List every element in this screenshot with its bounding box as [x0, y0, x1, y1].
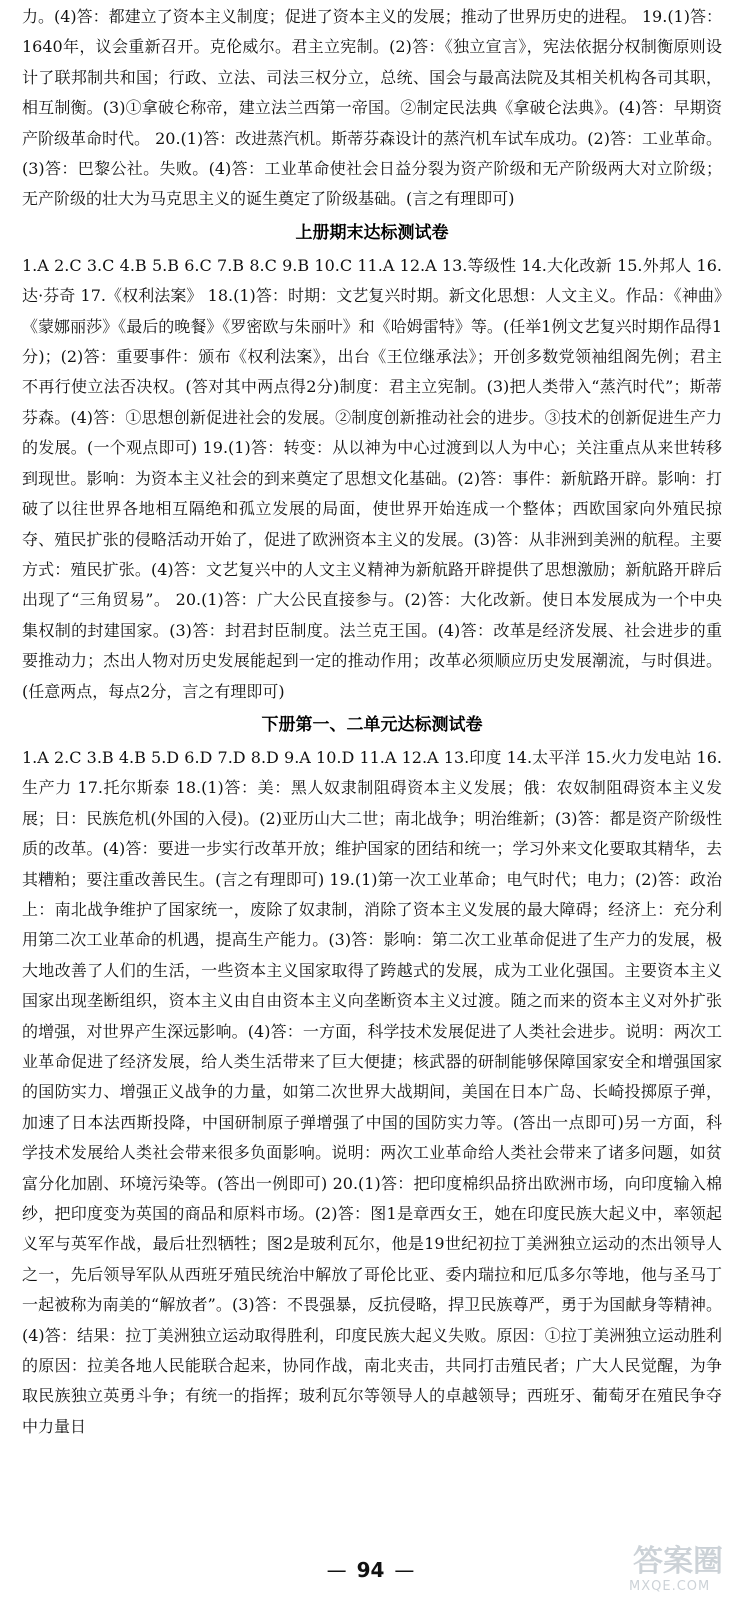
watermark-url: MXQE.COM: [629, 1579, 711, 1594]
page-number-dash-right: —: [394, 1558, 415, 1582]
page-number-dash-left: —: [326, 1558, 347, 1582]
section-title-final-exam: 上册期末达标测试卷: [295, 222, 449, 243]
answer-page: [22, 2, 722, 1442]
answer-block-3: 1.A 2.C 3.B 4.B 5.D 6.D 7.D 8.D 9.A 10.D 11.A 12.A 13.印度 14.太平洋 15.火力发电站 16.生产力 17.托尔斯泰 18.(1)答：美：黑人奴隶制阻碍资本主义发展；俄：农奴制阻碍资本主义发展；日：民族危机(外国的入侵)。(2)亚历山大二世；南北战争；明治维新；(3)答：都是资产阶级性质的改革。(4)答：要进一步实行改革开放；维护国家的团结和统一；学习外来文化要取其精华，去其糟粕；要注重改善民生。(言之有理即可) 19.(1)第一次工业革命；电气时代；电力；(2)答：政治上：南北战争维护了国家统一，废除了奴隶制，消除了资本主义发展的最大障碍；经济上：充分利用第二次工业革命的机遇，提高生产能力。(3)答：影响：第二次工业革命促进了生产力的发展，极大地改善了人们的生活，一些资本主义国家取得了跨越式的发展，成为工业化强国。主要资本主义国家出现垄断组织，资本主义由自由资本主义向垄断资本主义过渡。随之而来的资本主义对外扩张的增强，对世界产生深远影响。(4)答：一方面，科学技术发展促进了人类社会进步。说明：两次工业革命促进了经济发展，给人类生活带来了巨大便捷；核武器的研制能够保障国家安全和增强国家的国防实力、增强正义战争的力量，如第二次世界大战期间，美国在日本广岛、长崎投掷原子弹，加速了日本法西斯投降，中国研制原子弹增强了中国的国防实力等。(答出一点即可)另一方面，科学技术发展给人类社会带来很多负面影响。说明：两次工业革命给人类社会带来了诸多问题，如贫富分化加剧、环境污染等。(答出一例即可) 20.(1)答：把印度棉织品挤出欧洲市场，向印度输入棉纱，把印度变为英国的商品和原料市场。(2)答：图1是章西女王，她在印度民族大起义中，率领起义军与英军作战，最后壮烈牺牲；图2是玻利瓦尔，他是19世纪初拉丁美洲独立运动的杰出领导人之一，先后领导军队从西班牙殖民统治中解放了哥伦比亚、委内瑞拉和厄瓜多尔等地，他与圣马丁一起被称为南美的“解放者”。(3)答：不畏强暴，反抗侵略，捍卫民族尊严，勇于为国献身等精神。(4)答：结果：拉丁美洲独立运动取得胜利，印度民族大起义失败。原因：①拉丁美洲独立运动胜利的原因：拉美各地人民能联合起来，协同作战，南北夹击，共同打击殖民者；广大人民觉醒，为争取民族独立英勇斗争；有统一的指挥；玻利瓦尔等领导人的卓越领导；西班牙、葡萄牙在殖民争夺中力量日: [22, 747, 722, 1436]
answer-block-1: 力。(4)答：都建立了资本主义制度；促进了资本主义的发展；推动了世界历史的进程。 19.(1)答：1640年，议会重新召开。克伦威尔。君主立宪制。(2)答：《独立宣言》，宪法依据分权制衡原则设计了联邦制共和国；行政、立法、司法三权分立，总统、国会与最高法院及其相关机构各司其职，相互制衡。(3)①拿破仑称帝，建立法兰西第一帝国。②制定民法典《拿破仑法典》。(4)答：早期资产阶级革命时代。 20.(1)答：改进蒸汽机。斯蒂芬森设计的蒸汽机车试车成功。(2)答：工业革命。(3)答：巴黎公社。失败。(4)答：工业革命使社会日益分裂为资产阶级和无产阶级两大对立阶级；无产阶级的壮大为马克思主义的诞生奠定了阶级基础。(言之有理即可): [22, 7, 722, 209]
watermark-logo: [625, 1534, 735, 1596]
answer-block-2: 1.A 2.C 3.C 4.B 5.B 6.C 7.B 8.C 9.B 10.C 11.A 12.A 13.等级性 14.大化改新 15.外邦人 16.达·芬奇 17.《权利法案》 18.(1)答：时期：文艺复兴时期。新文化思想：人文主义。作品：《神曲》《蒙娜丽莎》《最后的晚餐》《罗密欧与朱丽叶》和《哈姆雷特》等。(任举1例文艺复兴时期作品得1分)；(2)答：重要事件：颁布《权利法案》，出台《王位继承法》；开创多数党领袖组阁先例；君主不再行使立法否决权。(答对其中两点得2分)制度：君主立宪制。(3)把人类带入“蒸汽时代”；斯蒂芬森。(4)答：①思想创新促进社会的发展。②制度创新推动社会的进步。③技术的创新促进生产力的发展。(一个观点即可) 19.(1)答：转变：从以神为中心过渡到以人为中心；关注重点从来世转移到现世。影响：为资本主义社会的到来奠定了思想文化基础。(2)答：事件：新航路开辟。影响：打破了以往世界各地相互隔绝和孤立发展的局面，使世界开始连成一个整体；西欧国家向外殖民掠夺、殖民扩张的侵略活动开始了，促进了欧洲资本主义的发展。(3)答：从非洲到美洲的航程。主要方式：殖民扩张。(4)答：文艺复兴中的人文主义精神为新航路开辟提供了思想激励；新航路开辟后出现了“三角贸易”。 20.(1)答：广大公民直接参与。(2)答：大化改新。使日本发展成为一个中央集权制的封建国家。(3)答：封君封臣制度。法兰克王国。(4)答：改革是经济发展、社会进步的重要推动力；杰出人物对历史发展能起到一定的推动作用；改革必须顺应历史发展潮流，与时俱进。(任意两点，每点2分，言之有理即可): [22, 255, 722, 701]
watermark-logo-text: 答案圈: [633, 1544, 723, 1579]
section-title-unit-test: 下册第一、二单元达标测试卷: [261, 714, 483, 735]
page-number-value: 94: [356, 1558, 385, 1582]
